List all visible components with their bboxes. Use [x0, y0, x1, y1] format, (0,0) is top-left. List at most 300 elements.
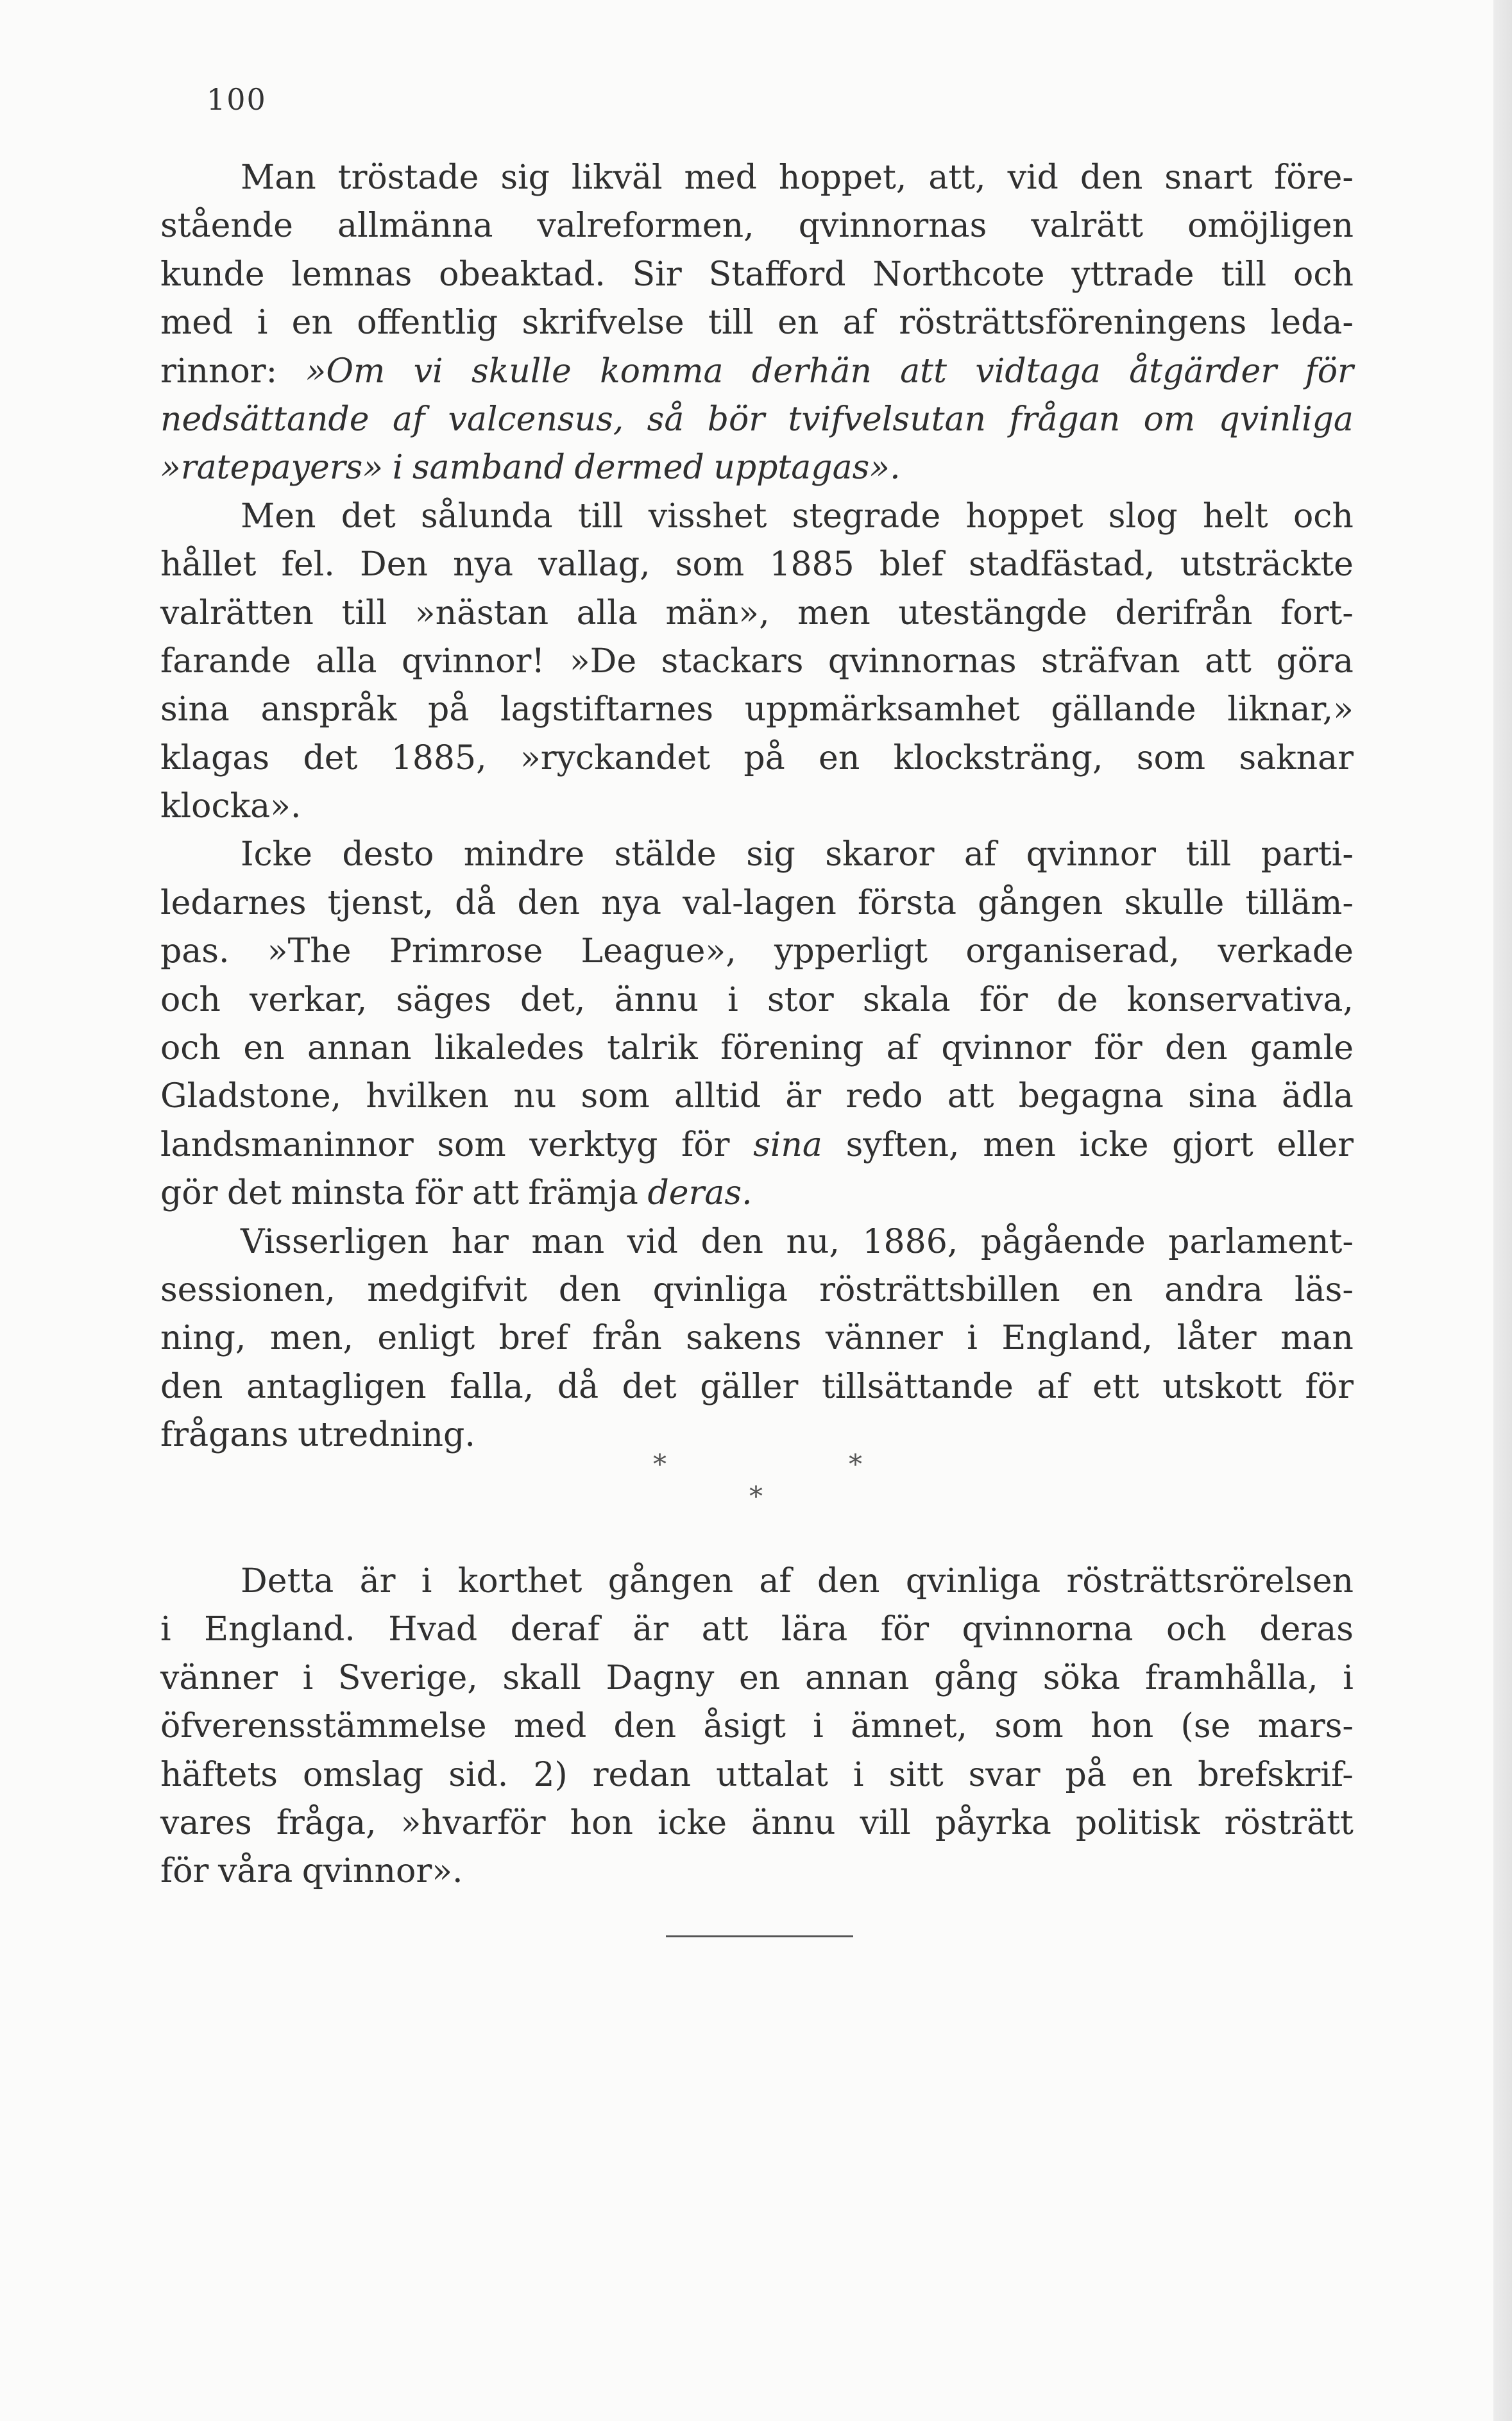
word: våra	[217, 1852, 293, 1891]
word: skall	[502, 1658, 581, 1697]
word: i	[727, 980, 738, 1019]
word: stackars	[661, 641, 804, 681]
word: tilläm-	[1245, 883, 1354, 922]
word: den	[1165, 1029, 1228, 1068]
word: då	[455, 883, 497, 922]
word: mars-	[1257, 1707, 1354, 1746]
word: ännu	[614, 980, 699, 1019]
word: valreformen,	[537, 207, 754, 246]
word: talrik	[607, 1029, 698, 1068]
word: nedsättande	[160, 400, 370, 439]
word: skulle	[471, 352, 572, 391]
word: låter	[1176, 1319, 1257, 1358]
word: ning,	[160, 1319, 246, 1358]
word: åtgärder	[1129, 352, 1277, 391]
word: Gladstone,	[160, 1077, 342, 1116]
word: verkade	[1218, 932, 1354, 971]
word: till	[577, 497, 624, 536]
word: förening	[720, 1029, 864, 1068]
word: att	[947, 1077, 994, 1116]
word: som	[675, 545, 745, 584]
word: Hvad	[388, 1610, 478, 1649]
word: Sverige,	[337, 1658, 478, 1697]
word: och	[1293, 497, 1354, 536]
word: kunde	[160, 255, 265, 294]
word: »ryckandet	[520, 738, 711, 777]
asterism-star: *	[749, 1481, 763, 1512]
word: en	[1131, 1755, 1173, 1794]
word: utredning.	[298, 1416, 475, 1455]
word: med	[684, 158, 757, 197]
word: öfverensstämmelse	[160, 1707, 487, 1746]
text-line	[160, 686, 1354, 734]
word: (se	[1180, 1707, 1231, 1746]
word: man	[1280, 1319, 1354, 1358]
text-line	[160, 1751, 1354, 1799]
word: sträfvan	[1041, 641, 1180, 681]
word: falla,	[450, 1367, 534, 1406]
word: som	[437, 1125, 506, 1164]
word: allmänna	[337, 207, 493, 246]
word: vänner	[825, 1319, 943, 1358]
word: qvinnor	[941, 1029, 1071, 1068]
word: klocksträng,	[893, 738, 1103, 777]
text-line	[160, 638, 1354, 686]
word: yttrade	[1071, 255, 1194, 294]
word: en	[819, 738, 860, 777]
text-line	[160, 396, 1354, 444]
word: gjort	[1172, 1125, 1253, 1164]
word: England,	[1001, 1319, 1153, 1358]
word: tjenst,	[327, 883, 434, 922]
word: politisk	[1075, 1803, 1200, 1842]
word: lära	[781, 1610, 848, 1649]
word: klocka».	[160, 787, 302, 826]
word: »ratepayers»	[160, 448, 384, 488]
word: men,	[269, 1319, 353, 1358]
word: minsta	[291, 1174, 405, 1213]
word: gäller	[700, 1367, 799, 1406]
word: sig	[500, 158, 550, 197]
word: fel.	[281, 545, 335, 584]
word: Men	[241, 497, 316, 536]
text-line	[160, 1848, 1354, 1896]
word: för	[1305, 1367, 1354, 1406]
word: utestängde	[898, 593, 1087, 633]
word: i	[392, 448, 403, 488]
word: ädla	[1281, 1077, 1354, 1116]
word: Den	[360, 545, 428, 584]
text-line	[160, 444, 1354, 492]
word: Primrose	[389, 932, 543, 971]
word: brefskrif-	[1198, 1755, 1354, 1794]
word: konservativa,	[1126, 980, 1354, 1019]
word: påyrka	[935, 1803, 1051, 1842]
word: första	[857, 883, 956, 922]
word: samband	[412, 448, 565, 488]
word: och	[1166, 1610, 1227, 1649]
word: qvinliga	[1218, 400, 1354, 439]
word: bref	[498, 1319, 568, 1358]
word: frågans	[160, 1416, 289, 1455]
word: slog	[1108, 497, 1178, 536]
word: valcensus,	[448, 400, 624, 439]
word: ännu	[751, 1803, 836, 1842]
word: annan	[307, 1029, 412, 1068]
word: på	[743, 738, 785, 777]
word: vill	[860, 1803, 911, 1842]
text-line	[160, 1703, 1354, 1751]
word: en	[291, 303, 333, 343]
word: rösträttsbillen	[819, 1270, 1060, 1309]
word: nya	[601, 883, 662, 922]
word: så	[647, 400, 684, 439]
word: rösträttsföreningens	[899, 303, 1247, 343]
word: skrifvelse	[522, 303, 684, 343]
word: i	[421, 1562, 432, 1601]
word: lemnas	[291, 255, 412, 294]
word: åsigt	[703, 1707, 786, 1746]
text-line	[160, 1024, 1354, 1073]
word: derhän	[751, 352, 872, 391]
word: en	[777, 303, 819, 343]
word: qvinnor!	[401, 641, 545, 681]
word: med	[513, 1707, 587, 1746]
word: den	[817, 1562, 880, 1601]
word: alla	[576, 593, 638, 633]
word: upptagas».	[713, 448, 901, 488]
word: det	[341, 497, 396, 536]
word: qvinnor».	[302, 1852, 463, 1891]
text-line	[160, 202, 1354, 250]
word: att	[1205, 641, 1252, 681]
word: parlament-	[1168, 1222, 1354, 1261]
word: »De	[569, 641, 637, 681]
word: ypperligt	[774, 932, 928, 971]
word: anspråk	[260, 690, 397, 729]
word: blef	[879, 545, 944, 584]
word: helt	[1202, 497, 1268, 536]
word: med	[160, 303, 234, 343]
text-line	[160, 1363, 1354, 1411]
word: Man	[241, 158, 316, 197]
word: utskott	[1162, 1367, 1282, 1406]
word: hållet	[160, 545, 257, 584]
word: syften,	[845, 1125, 960, 1164]
word: ämnet,	[851, 1707, 968, 1746]
text-line	[160, 1169, 1354, 1218]
word: är	[359, 1562, 396, 1601]
word: tvifvelsutan	[788, 400, 986, 439]
word: fort-	[1280, 593, 1354, 633]
end-rule	[666, 1935, 853, 1937]
word: fråga,	[276, 1803, 377, 1842]
word: alla	[316, 641, 377, 681]
word: man	[531, 1222, 605, 1261]
word: göra	[1276, 641, 1354, 681]
word: för	[880, 1610, 930, 1649]
word: vänner	[160, 1658, 278, 1697]
word: lagstiftarnes	[500, 690, 714, 729]
word: i	[967, 1319, 978, 1358]
asterism-star: *	[653, 1448, 667, 1480]
word: det	[622, 1367, 677, 1406]
word: desto	[342, 835, 434, 874]
word: Sir	[632, 255, 682, 294]
word: Stafford	[708, 255, 846, 294]
word: före-	[1274, 158, 1354, 197]
word: organiserad,	[965, 932, 1180, 971]
word: Visserligen	[241, 1222, 429, 1261]
word: gällande	[1051, 690, 1196, 729]
paragraph	[160, 831, 1354, 1218]
word: obeaktad.	[439, 255, 606, 294]
word: stälde	[614, 835, 717, 874]
word: sålunda	[420, 497, 553, 536]
word: till	[341, 593, 387, 633]
word: pas.	[160, 932, 230, 971]
word: eller	[1277, 1125, 1354, 1164]
word: hoppet	[965, 497, 1083, 536]
word: vidtaga	[975, 352, 1101, 391]
word: hvilken	[366, 1077, 489, 1116]
word: men	[797, 593, 871, 633]
word: gången	[607, 1562, 734, 1601]
word: af	[842, 303, 875, 343]
word: stadfästad,	[969, 545, 1155, 584]
word: sig	[746, 835, 795, 874]
word: för	[681, 1125, 730, 1164]
text-line	[160, 783, 1354, 831]
word: qvinliga	[905, 1562, 1041, 1601]
word: verktyg	[529, 1125, 658, 1164]
word: hon	[1090, 1707, 1154, 1746]
word: derifrån	[1115, 593, 1253, 633]
word: »hvarför	[400, 1803, 546, 1842]
word: af	[964, 835, 997, 874]
word: enligt	[377, 1319, 475, 1358]
word: deraf	[510, 1610, 600, 1649]
word: valrätten	[160, 593, 314, 633]
word: antagligen	[246, 1367, 427, 1406]
word: »nästan	[414, 593, 549, 633]
word: deras	[1259, 1610, 1354, 1649]
word: och	[160, 980, 221, 1019]
text-line	[160, 1073, 1354, 1121]
word: nu,	[786, 1222, 840, 1261]
word: häftets	[160, 1755, 278, 1794]
text-line	[160, 348, 1354, 396]
word: af	[886, 1029, 919, 1068]
word: rösträtt	[1224, 1803, 1354, 1842]
word: Northcote	[872, 255, 1045, 294]
word: af	[392, 400, 425, 439]
word: likaledes	[434, 1029, 584, 1068]
word: leda-	[1270, 303, 1354, 343]
word: tillsättande	[821, 1367, 1014, 1406]
word: att,	[928, 158, 986, 197]
word: vi	[413, 352, 443, 391]
word: snart	[1164, 158, 1253, 197]
word: för	[1305, 352, 1354, 391]
word: men	[983, 1125, 1056, 1164]
word: farande	[160, 641, 291, 681]
word: är	[785, 1077, 822, 1116]
word: det,	[520, 980, 586, 1019]
text-line	[160, 928, 1354, 976]
word: bör	[707, 400, 765, 439]
word: hon	[570, 1803, 633, 1842]
word: hoppet,	[778, 158, 907, 197]
word: val-lagen	[683, 883, 837, 922]
word: på	[428, 690, 470, 729]
word: i	[302, 1658, 314, 1697]
word: offentlig	[357, 303, 498, 343]
word: som	[994, 1707, 1064, 1746]
word: skala	[862, 980, 951, 1019]
paragraph	[160, 493, 1354, 831]
word: det	[227, 1174, 282, 1213]
word: i	[160, 1610, 171, 1649]
word: sid.	[448, 1755, 509, 1794]
word: vid	[627, 1222, 678, 1261]
word: Dagny	[606, 1658, 715, 1697]
word: uttalat	[716, 1755, 828, 1794]
word: begagna	[1018, 1077, 1164, 1116]
text-line	[160, 1558, 1354, 1606]
word: omslag	[302, 1755, 424, 1794]
word: rösträttsrörelsen	[1066, 1562, 1354, 1601]
word: gången	[978, 883, 1103, 922]
word: sitt	[888, 1755, 944, 1794]
word: omöjligen	[1187, 207, 1354, 246]
word: svar	[968, 1755, 1041, 1794]
word: af	[759, 1562, 792, 1601]
word: Detta	[241, 1562, 334, 1601]
word: deras.	[647, 1174, 752, 1213]
word: gång	[934, 1658, 1019, 1697]
word: klagas	[160, 738, 270, 777]
word: främja	[528, 1174, 638, 1213]
word: sina	[160, 690, 230, 729]
word: vid	[1007, 158, 1058, 197]
word: den	[558, 1270, 622, 1309]
word: stor	[767, 980, 834, 1019]
word: nya	[453, 545, 514, 584]
word: England.	[204, 1610, 355, 1649]
word: skulle	[1124, 883, 1225, 922]
word: att	[701, 1610, 749, 1649]
text-line	[160, 1654, 1354, 1703]
text-line	[160, 1314, 1354, 1363]
word: den	[1080, 158, 1143, 197]
section-break-asterism	[0, 1448, 1493, 1519]
word: stående	[160, 207, 293, 246]
word: visshet	[648, 497, 767, 536]
text-line	[160, 879, 1354, 928]
word: 2)	[533, 1755, 568, 1794]
word: qvinnornas	[828, 641, 1017, 681]
word: en	[739, 1658, 781, 1697]
body-text-top	[160, 154, 1354, 1460]
text-line	[160, 590, 1354, 638]
word: och	[160, 1029, 221, 1068]
word: valrätt	[1031, 207, 1144, 246]
word: säges	[396, 980, 491, 1019]
word: komma	[600, 352, 724, 391]
word: 1885	[769, 545, 854, 584]
paragraph	[160, 1558, 1354, 1896]
word: män»,	[665, 593, 770, 633]
word: i	[257, 303, 268, 343]
word: ett	[1092, 1367, 1139, 1406]
word: nu	[513, 1077, 557, 1116]
word: qvinliga	[652, 1270, 788, 1309]
word: om	[1143, 400, 1196, 439]
text-line	[160, 831, 1354, 879]
text-line	[160, 976, 1354, 1024]
word: då	[557, 1367, 599, 1406]
word: i	[1343, 1658, 1354, 1697]
text-line	[160, 1799, 1354, 1848]
word: qvinnorna	[962, 1610, 1134, 1649]
word: i	[813, 1707, 824, 1746]
word: frågan	[1009, 400, 1121, 439]
word: uppmärksamhet	[744, 690, 1020, 729]
word: en	[1091, 1270, 1134, 1309]
word: som	[1136, 738, 1206, 777]
word: ledarnes	[160, 883, 307, 922]
word: redo	[845, 1077, 923, 1116]
word: som	[581, 1077, 650, 1116]
text-line	[160, 1606, 1354, 1654]
word: pågående	[980, 1222, 1146, 1261]
word: saknar	[1239, 738, 1354, 777]
word: qvinnor	[1026, 835, 1157, 874]
word: de	[1057, 980, 1098, 1019]
text-line	[160, 541, 1354, 589]
word: tröstade	[337, 158, 479, 197]
word: för	[979, 980, 1028, 1019]
asterism-star: *	[849, 1448, 862, 1480]
word: »Om	[305, 352, 386, 391]
word: den	[613, 1707, 677, 1746]
body-text-bottom	[160, 1558, 1354, 1896]
word: har	[451, 1222, 509, 1261]
word: likväl	[571, 158, 663, 197]
text-line	[160, 493, 1354, 541]
word: vallag,	[538, 545, 650, 584]
word: vares	[160, 1803, 252, 1842]
text-line	[160, 1266, 1354, 1314]
word: annan	[804, 1658, 910, 1697]
word: sakens	[686, 1319, 802, 1358]
word: söka	[1042, 1658, 1121, 1697]
word: mindre	[463, 835, 585, 874]
word: till	[1185, 835, 1232, 874]
paragraph	[160, 1218, 1354, 1460]
word: parti-	[1261, 835, 1354, 874]
word: och	[1293, 255, 1354, 294]
word: liknar,»	[1227, 690, 1354, 729]
word: icke	[1079, 1125, 1149, 1164]
word: League»,	[581, 932, 736, 971]
word: rinnor:	[160, 352, 278, 391]
word: medgifvit	[367, 1270, 527, 1309]
word: dermed	[574, 448, 704, 488]
word: andra	[1164, 1270, 1263, 1309]
word: framhålla,	[1144, 1658, 1318, 1697]
